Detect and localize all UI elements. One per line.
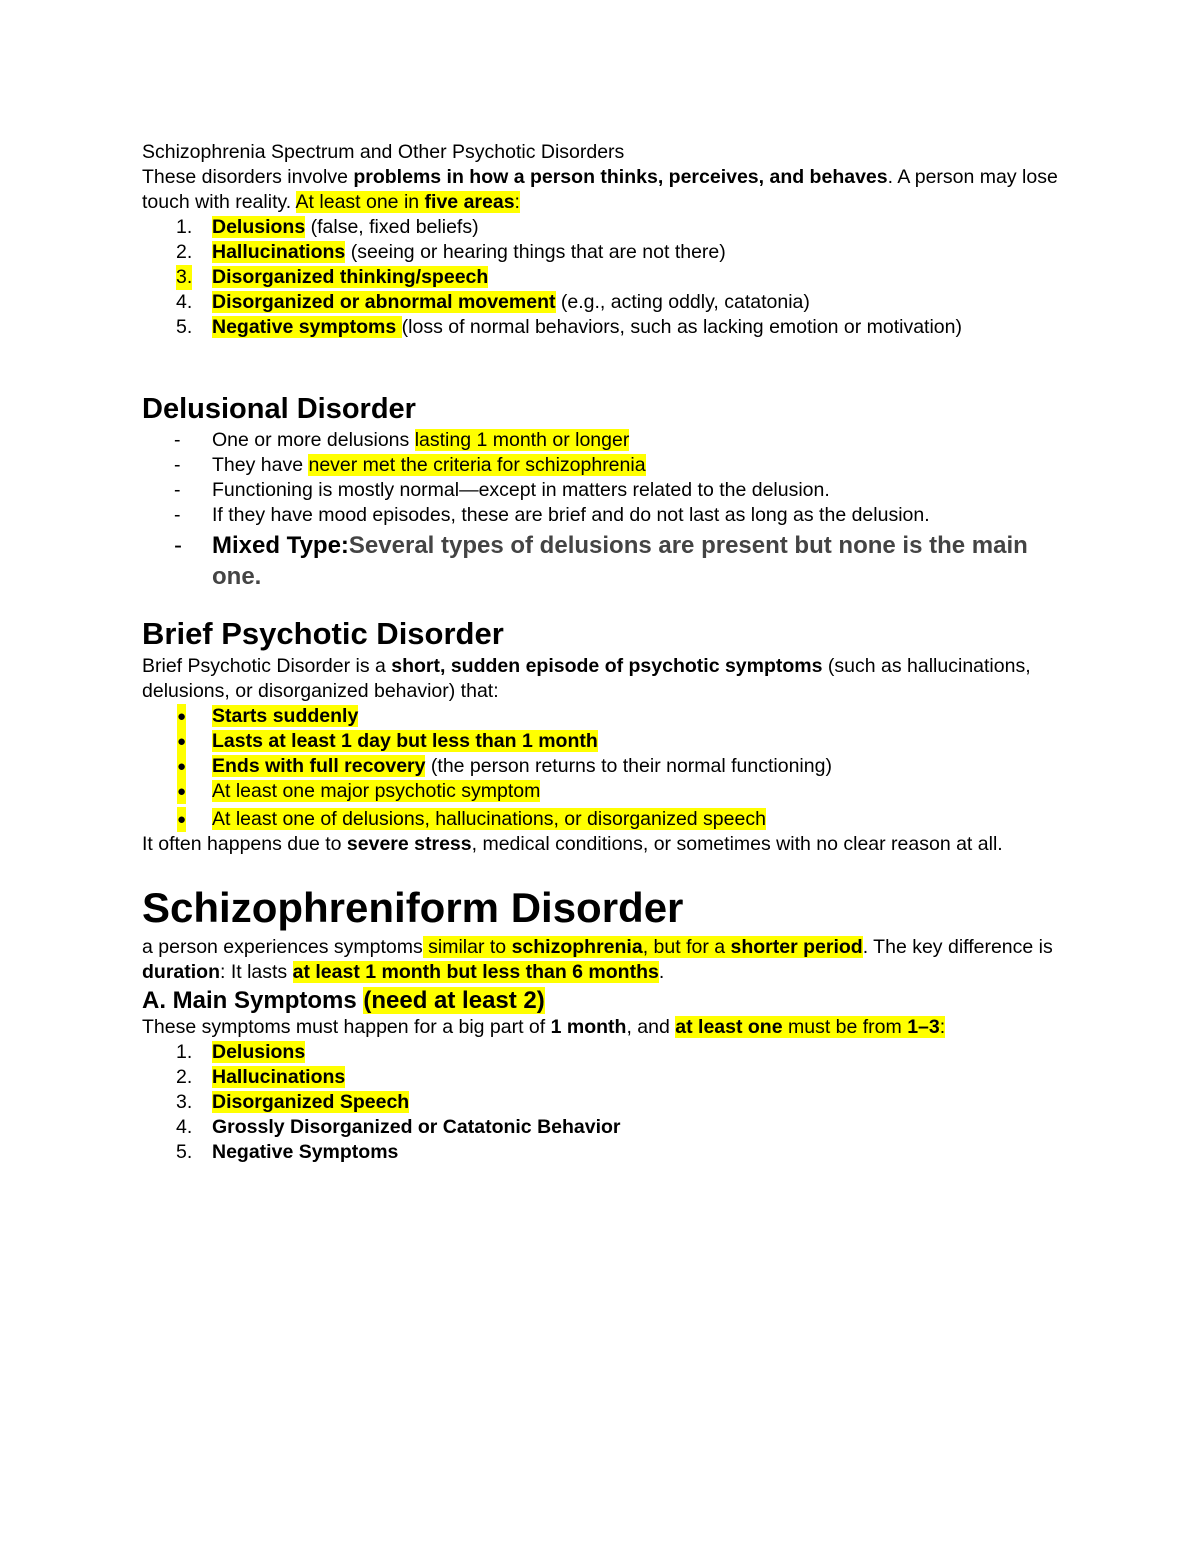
list-item-highlight: At least one major psychotic symptom xyxy=(212,780,541,802)
intro-text-c: . A person may lose touch with reality. xyxy=(142,166,1058,213)
list-item xyxy=(142,807,1062,832)
list-item-bold: Grossly Disorganized or Catatonic Behavior xyxy=(212,1116,621,1138)
subheading-text-a: A. Main Symptoms xyxy=(142,987,364,1014)
schizo-text-f: . The key difference is xyxy=(862,936,1053,958)
bullet-marker: ● xyxy=(177,754,186,779)
bullet-marker: ● xyxy=(177,779,186,804)
schizo-text-a: a person experiences symptoms xyxy=(142,936,423,958)
list-number: 5. xyxy=(176,316,193,338)
list-number: 2. xyxy=(176,1066,193,1088)
schizo-symptoms-paragraph xyxy=(142,1015,1062,1040)
list-item-bold: Delusions xyxy=(212,1041,306,1063)
list-item-bold: Hallucinations xyxy=(212,1066,346,1088)
list-item-bold: Starts suddenly xyxy=(212,705,359,727)
q-text-c: , and xyxy=(626,1016,676,1038)
brief-text-c: (such as hallucinations, delusions, or disorganized behavior) that: xyxy=(142,655,1031,702)
brief-after-b: severe stress xyxy=(346,833,472,855)
schizo-symptoms-list xyxy=(142,1040,1062,1165)
list-item-rest: (seeing or hearing things that are not there) xyxy=(345,241,726,263)
schizo-text-d: , but for a xyxy=(642,936,731,958)
mixed-type-text: Several types of delusions are present but none is the main one. xyxy=(212,532,1028,590)
intro-text-a: These disorders involve xyxy=(142,166,354,188)
intro-title: Schizophrenia Spectrum and Other Psychotic Disorders xyxy=(142,141,625,163)
q-text-e: must be from xyxy=(782,1016,908,1038)
brief-paragraph xyxy=(142,654,1062,704)
list-item xyxy=(142,453,1062,478)
list-item-highlight: never met the criteria for schizophrenia xyxy=(308,454,646,476)
bullet-marker: ● xyxy=(177,807,186,832)
list-item xyxy=(142,729,1062,754)
list-item xyxy=(142,290,1062,315)
schizo-text-b: similar to xyxy=(422,936,512,958)
list-item xyxy=(142,1140,1062,1165)
schizo-text-g: duration xyxy=(142,961,220,983)
list-number: 4. xyxy=(176,1116,193,1138)
list-number: 1. xyxy=(176,1041,193,1063)
list-number: 5. xyxy=(176,1141,193,1163)
schizo-text-i: at least 1 month but less than 6 months xyxy=(292,961,659,983)
bullet-marker: ● xyxy=(177,704,186,729)
list-item-text: Functioning is mostly normal—except in matters related to the delusion. xyxy=(212,479,830,501)
brief-text-a: Brief Psychotic Disorder is a xyxy=(142,655,392,677)
document-page xyxy=(142,140,1062,1165)
list-item-bold: Disorganized or abnormal movement xyxy=(212,291,556,313)
q-text-a: These symptoms must happen for a big part of xyxy=(142,1016,551,1038)
intro-text-f: : xyxy=(514,191,520,213)
list-item-bold: Disorganized thinking/speech xyxy=(212,266,489,288)
q-text-b: 1 month xyxy=(550,1016,627,1038)
list-item xyxy=(142,265,1062,290)
intro-text-d: At least one in xyxy=(295,191,425,213)
intro-paragraph xyxy=(142,165,1062,215)
schizo-text-j: . xyxy=(658,961,665,983)
subheading-main-symptoms xyxy=(142,987,1062,1015)
list-item xyxy=(142,1090,1062,1115)
brief-list xyxy=(142,704,1062,832)
list-item-bold: Delusions xyxy=(212,216,306,238)
q-text-d: at least one xyxy=(675,1016,783,1038)
list-number: 2. xyxy=(176,241,193,263)
list-item-mixed-type xyxy=(142,528,1062,592)
mixed-type-label: Mixed Type: xyxy=(212,532,349,559)
list-item-bold: Disorganized Speech xyxy=(212,1091,410,1113)
list-number: 3. xyxy=(176,266,193,288)
list-item-bold: Negative symptoms xyxy=(212,316,402,338)
brief-after-a: It often happens due to xyxy=(142,833,347,855)
list-item xyxy=(142,503,1062,528)
heading-delusional-disorder: Delusional Disorder xyxy=(142,393,416,425)
intro-text-e: five areas xyxy=(424,191,515,213)
q-highlight xyxy=(675,1016,945,1038)
dash-marker: - xyxy=(174,454,181,476)
brief-text-b: short, sudden episode of psychotic symptoms xyxy=(391,655,823,677)
list-item-highlight: At least one of delusions, hallucinations, or disorganized speech xyxy=(212,808,766,830)
list-item-bold: Ends with full recovery xyxy=(212,755,426,777)
list-item xyxy=(142,1065,1062,1090)
list-item xyxy=(142,1115,1062,1140)
list-number: 4. xyxy=(176,291,193,313)
list-item-text: They have xyxy=(212,454,309,476)
dash-marker: - xyxy=(174,532,182,559)
list-item-highlight: lasting 1 month or longer xyxy=(414,429,630,451)
schizo-highlight-1 xyxy=(423,936,863,958)
list-item xyxy=(142,428,1062,453)
list-item xyxy=(142,315,1062,340)
list-item xyxy=(142,215,1062,240)
schizo-text-h: : It lasts xyxy=(220,961,293,983)
intro-areas-list xyxy=(142,215,1062,340)
list-item xyxy=(142,704,1062,729)
schizo-text-e: shorter period xyxy=(730,936,863,958)
q-text-f: 1–3 xyxy=(907,1016,940,1038)
list-number: 1. xyxy=(176,216,193,238)
list-item-bold: Lasts at least 1 day but less than 1 month xyxy=(212,730,598,752)
list-item xyxy=(142,478,1062,503)
dash-marker: - xyxy=(174,504,181,526)
list-item-text: One or more delusions xyxy=(212,429,415,451)
list-item-rest: (the person returns to their normal functioning) xyxy=(425,755,832,777)
list-item-text: If they have mood episodes, these are brief and do not last as long as the delusion. xyxy=(212,504,930,526)
intro-text-b: problems in how a person thinks, perceives, and behaves xyxy=(353,166,888,188)
schizo-paragraph xyxy=(142,935,1062,985)
brief-after-paragraph xyxy=(142,832,1062,857)
list-item xyxy=(142,1040,1062,1065)
list-item-bold: Hallucinations xyxy=(212,241,346,263)
list-item-rest: (loss of normal behaviors, such as lacking emotion or motivation) xyxy=(401,316,962,338)
heading-schizophreniform-disorder: Schizophreniform Disorder xyxy=(142,884,684,931)
brief-after-c: , medical conditions, or sometimes with no clear reason at all. xyxy=(471,833,1003,855)
list-item-bold: Negative Symptoms xyxy=(212,1141,399,1163)
list-item-rest: (false, fixed beliefs) xyxy=(305,216,479,238)
list-item xyxy=(142,240,1062,265)
delusional-list xyxy=(142,428,1062,592)
list-number: 3. xyxy=(176,1091,193,1113)
dash-marker: - xyxy=(174,429,181,451)
subheading-text-b: (need at least 2) xyxy=(363,987,545,1014)
bullet-marker: ● xyxy=(177,729,186,754)
list-item xyxy=(142,779,1062,804)
heading-brief-psychotic-disorder: Brief Psychotic Disorder xyxy=(142,616,504,651)
list-item-rest: (e.g., acting oddly, catatonia) xyxy=(555,291,810,313)
schizo-text-c: schizophrenia xyxy=(511,936,643,958)
intro-highlight xyxy=(296,191,520,213)
list-item xyxy=(142,754,1062,779)
dash-marker: - xyxy=(174,479,181,501)
q-text-g: : xyxy=(939,1016,946,1038)
